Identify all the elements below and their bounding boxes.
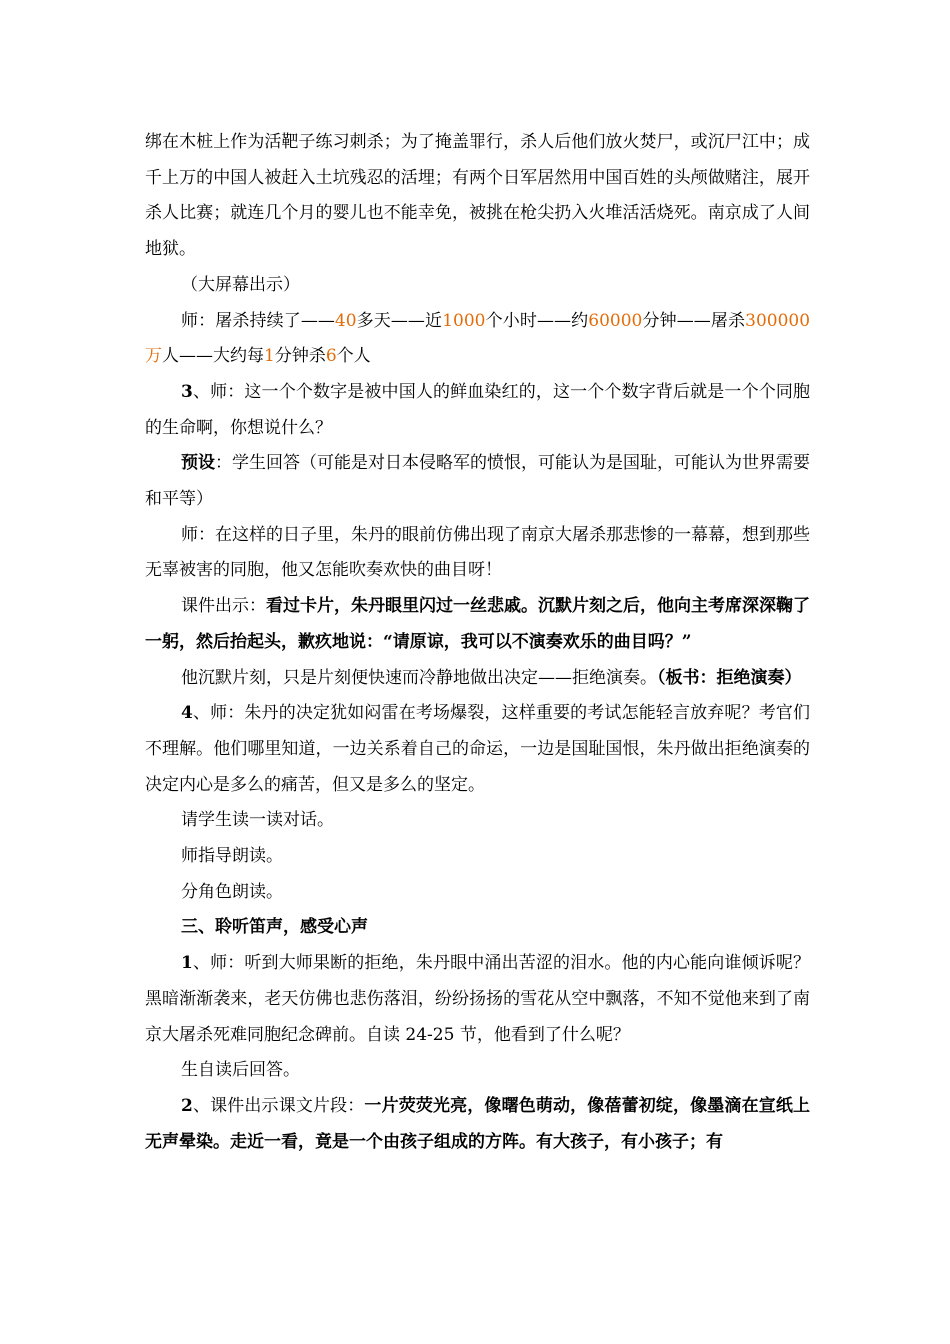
step-number: 1 — [181, 953, 193, 974]
paragraph: 师指导朗读。 — [181, 846, 283, 867]
section-heading: 三、聆听笛声，感受心声 — [181, 917, 368, 938]
step-number: 3 — [181, 381, 193, 402]
label: 课件出示： — [181, 596, 266, 617]
paragraph — [145, 589, 810, 660]
text: ：学生回答（可能是对日本侵略军的愤恨，可能认为是国耻，可能认为世界需要和平等） — [145, 453, 810, 510]
text: 多天——近 — [356, 310, 443, 331]
quoted-text: 一片荧荧光亮，像曙色萌动，像蓓蕾初绽，像墨滴在宣纸上无声晕染。走近一看，竟是一个由孩子组成的方阵。有大孩子，有小孩子；有 — [145, 1095, 811, 1152]
paragraph-statistics — [145, 304, 810, 375]
highlight-number: 6 — [325, 346, 337, 367]
text: 个小时——约 — [485, 310, 589, 331]
step-number: 4 — [181, 703, 193, 724]
label: 、课件出示课文片段： — [192, 1095, 365, 1116]
highlight-number: 1 — [264, 346, 275, 367]
paragraph — [145, 946, 810, 1053]
highlight-number: 40 — [334, 310, 357, 331]
text: 、师：听到大师果断的拒绝，朱丹眼中涌出苦涩的泪水。他的内心能向谁倾诉呢？黑暗渐渐袭来，老天仿佛也悲伤落泪，纷纷扬扬的雪花从空中飘落，不知不觉他来到了南京大屠杀死难同胞纪念碑前。自读 24-25 节，他看到了什么呢？ — [145, 953, 810, 1045]
paragraph — [145, 446, 810, 517]
text: 个人 — [336, 346, 371, 367]
paragraph — [145, 661, 810, 697]
quoted-text: 看过卡片，朱丹眼里闪过一丝悲戚。沉默片刻之后，他向主考席深深鞠了一躬，然后抬起头，歉疚地说：“请原谅，我可以不演奏欢乐的曲目吗？” — [145, 596, 810, 652]
paragraph: 请学生读一读对话。 — [181, 810, 334, 831]
label: 预设 — [181, 453, 215, 474]
board-note: （板书：拒绝演奏） — [657, 667, 802, 688]
paragraph: （大屏幕出示） — [181, 274, 300, 295]
text: 他沉默片刻，只是片刻便快速而冷静地做出决定——拒绝演奏。 — [181, 667, 657, 688]
paragraph: 生自读后回答。 — [181, 1060, 300, 1081]
text: 师：屠杀持续了—— — [181, 310, 335, 331]
text: 人——大约每 — [162, 346, 264, 367]
paragraph — [145, 375, 810, 446]
paragraph: 分角色朗读。 — [181, 881, 283, 902]
text: 、师：这一个个数字是被中国人的鲜血染红的，这一个个数字背后就是一个个同胞的生命啊，你想说什么？ — [145, 381, 810, 438]
paragraph — [145, 1089, 810, 1160]
document-body — [145, 125, 810, 1160]
text: 分钟——屠杀 — [642, 310, 746, 331]
highlight-number: 60000 — [588, 310, 643, 331]
text: 、师：朱丹的决定犹如闷雷在考场爆裂，这样重要的考试怎能轻言放弃呢？考官们不理解。他们哪里知道，一边关系着自己的命运，一边是国耻国恨，朱丹做出拒绝演奏的决定内心是多么的痛苦，但又是多么的坚定。 — [145, 703, 810, 795]
paragraph: 绑在木桩上作为活靶子练习刺杀；为了掩盖罪行，杀人后他们放火焚尸，或沉尸江中；成千上万的中国人被赶入土坑残忍的活埋；有两个日军居然用中国百姓的头颅做赌注，展开杀人比赛；就连几个月的婴儿也不能幸免，被挑在枪尖扔入火堆活活烧死。南京成了人间地狱。 — [145, 132, 810, 260]
paragraph — [145, 696, 810, 803]
highlight-number: 300000 万 — [145, 310, 811, 367]
text: 分钟杀 — [274, 346, 326, 367]
step-number: 2 — [181, 1095, 193, 1116]
paragraph: 师：在这样的日子里，朱丹的眼前仿佛出现了南京大屠杀那悲惨的一幕幕，想到那些无辜被害的同胞，他又怎能吹奏欢快的曲目呀！ — [145, 524, 810, 581]
highlight-number: 1000 — [442, 310, 486, 331]
